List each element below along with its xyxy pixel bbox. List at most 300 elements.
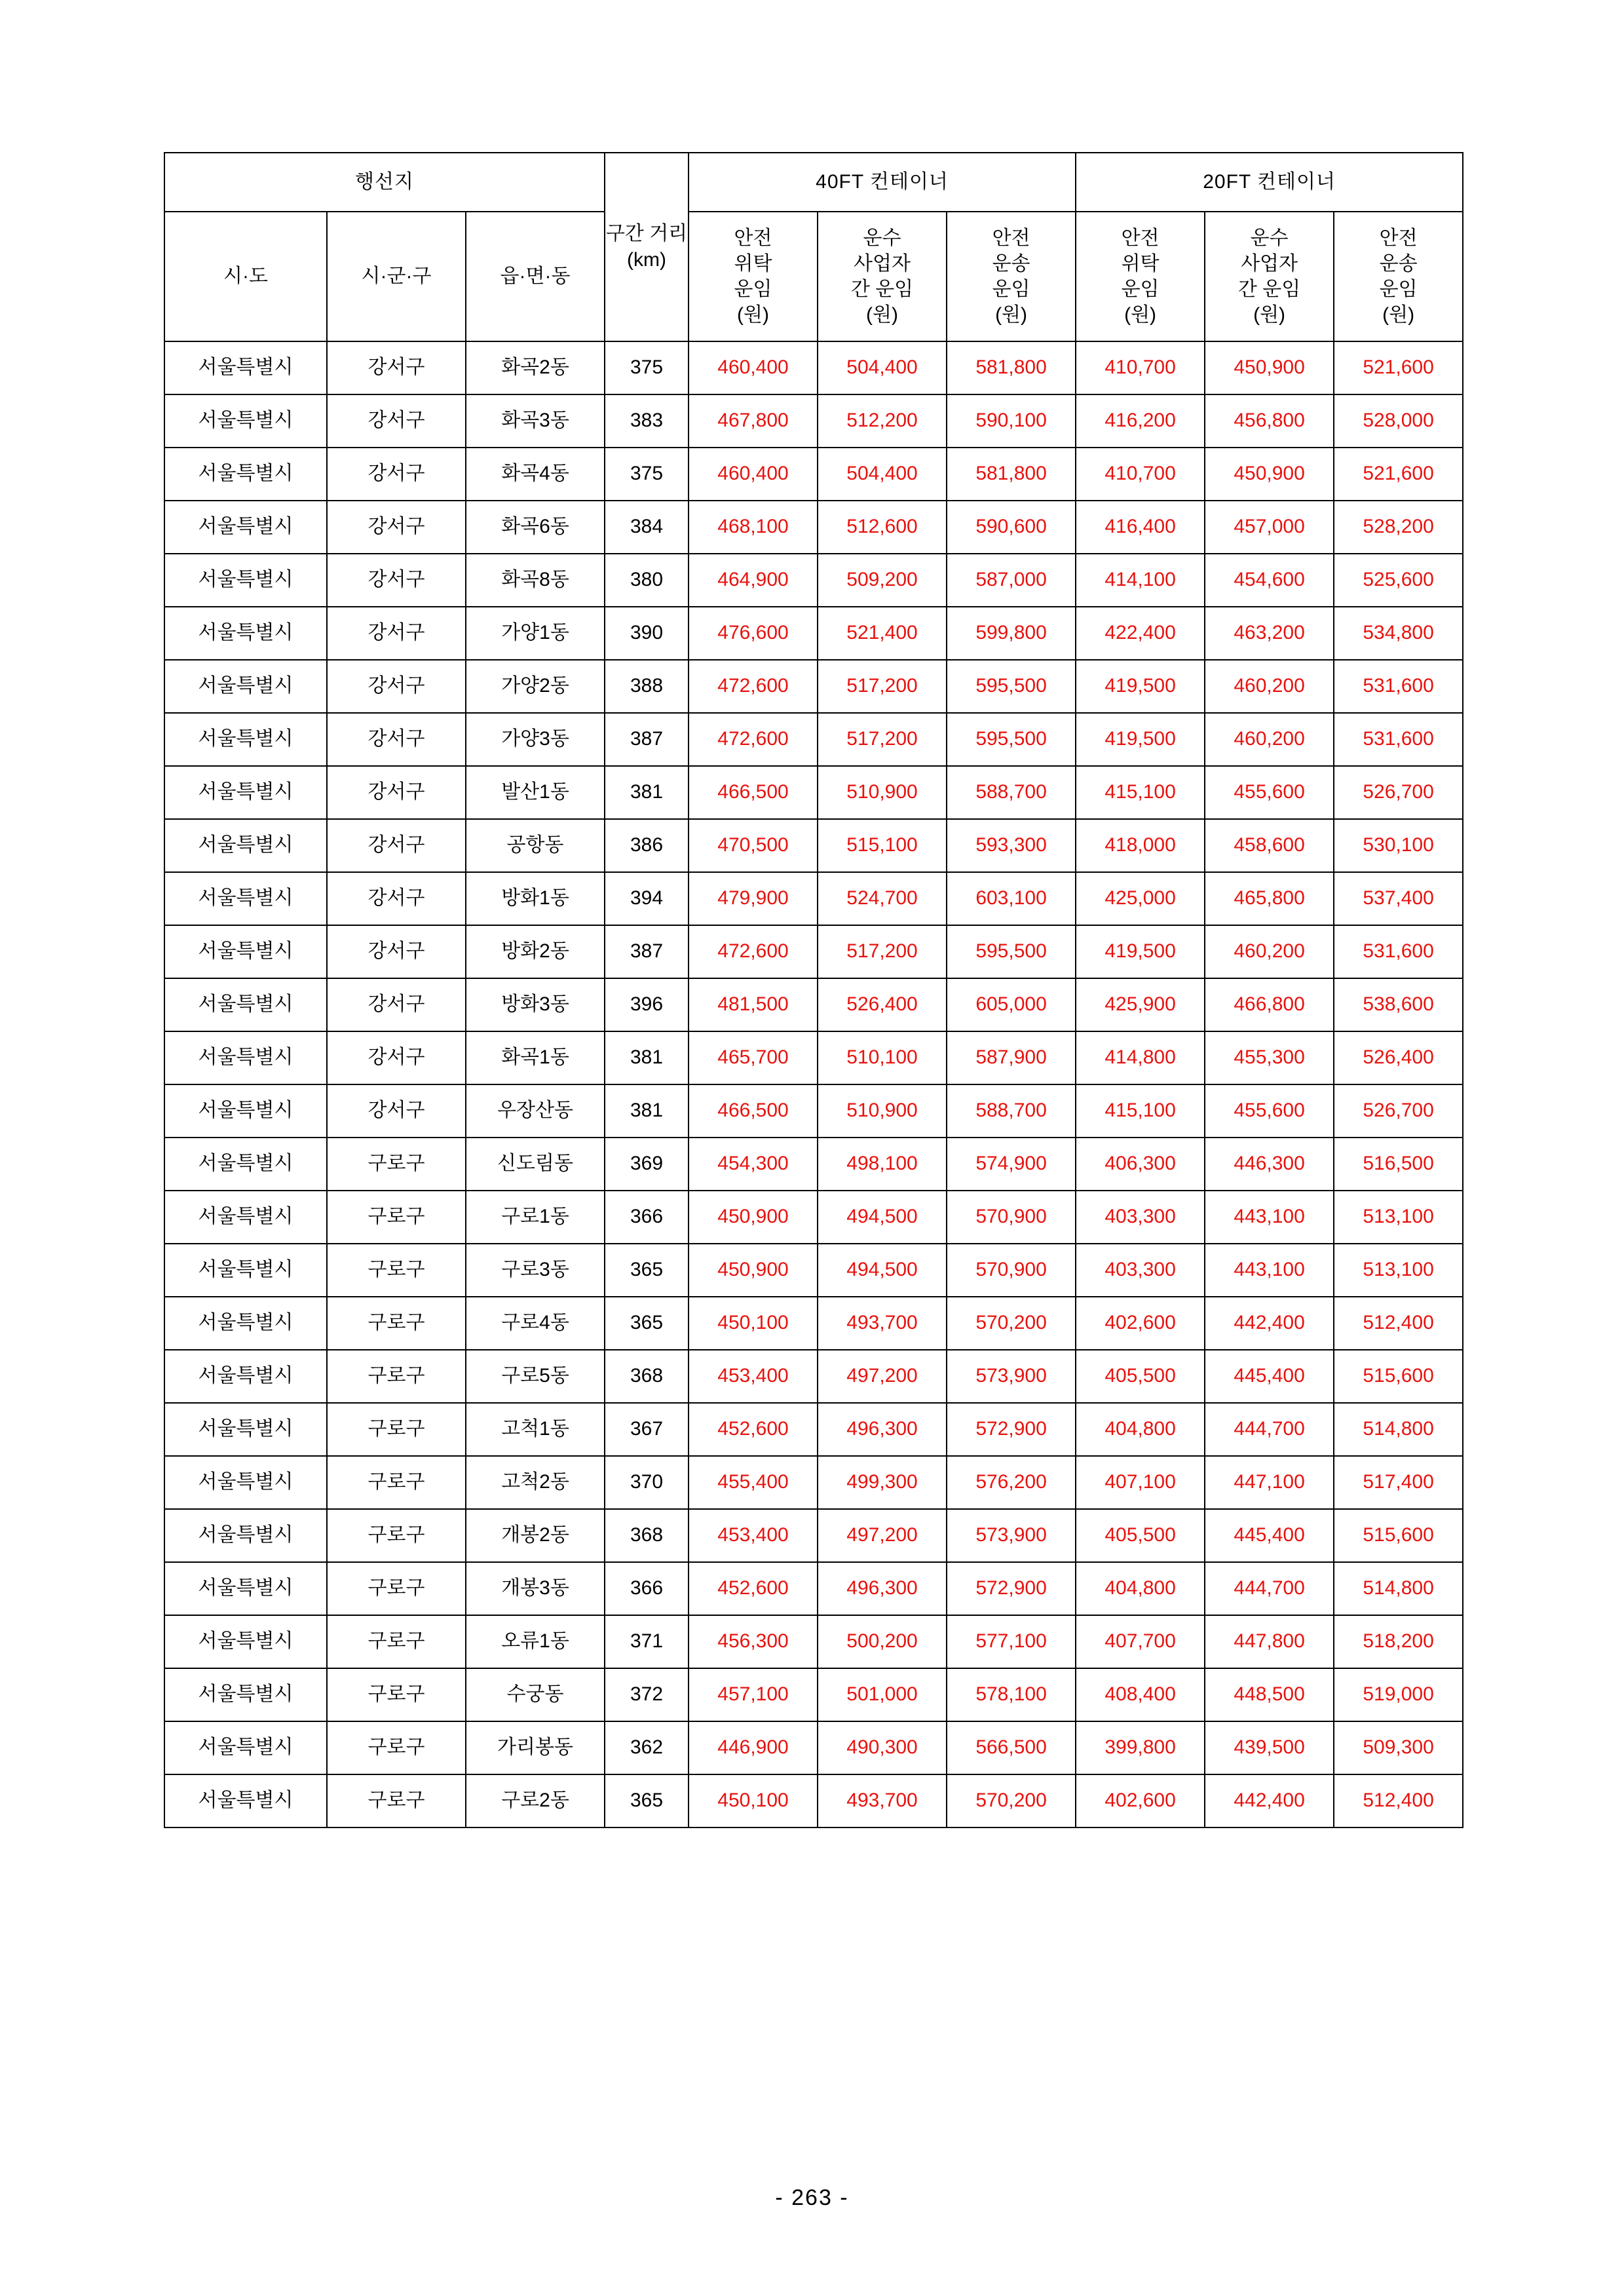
cell-40ft-safe-transport: 595,500 (947, 713, 1076, 766)
cell-sido: 서울특별시 (164, 1562, 327, 1615)
cell-eupmyeondong: 방화3동 (466, 978, 605, 1031)
cell-20ft-safe-consign: 404,800 (1076, 1403, 1205, 1456)
cell-40ft-safe-consign: 450,100 (689, 1297, 818, 1350)
cell-distance: 387 (605, 925, 689, 978)
cell-distance: 366 (605, 1191, 689, 1244)
cell-40ft-safe-consign: 450,900 (689, 1244, 818, 1297)
cell-eupmyeondong: 화곡8동 (466, 554, 605, 607)
cell-20ft-between-business: 439,500 (1205, 1721, 1334, 1774)
cell-40ft-between-business: 501,000 (818, 1668, 947, 1721)
header-row-groups (164, 153, 1463, 212)
header-line: (원) (1124, 304, 1157, 326)
cell-20ft-between-business: 455,600 (1205, 766, 1334, 819)
cell-20ft-between-business: 444,700 (1205, 1403, 1334, 1456)
cell-distance: 368 (605, 1509, 689, 1562)
cell-distance: 365 (605, 1297, 689, 1350)
cell-distance: 367 (605, 1403, 689, 1456)
cell-40ft-safe-transport: 573,900 (947, 1350, 1076, 1403)
cell-40ft-safe-consign: 456,300 (689, 1615, 818, 1668)
cell-sido: 서울특별시 (164, 819, 327, 872)
cell-40ft-safe-consign: 467,800 (689, 394, 818, 448)
table-row (164, 341, 1463, 394)
cell-40ft-safe-transport: 577,100 (947, 1615, 1076, 1668)
cell-40ft-safe-transport: 587,000 (947, 554, 1076, 607)
cell-sido: 서울특별시 (164, 341, 327, 394)
cell-distance: 390 (605, 607, 689, 660)
cell-40ft-safe-transport: 587,900 (947, 1031, 1076, 1084)
cell-sigungu: 구로구 (327, 1191, 466, 1244)
cell-eupmyeondong: 고척1동 (466, 1403, 605, 1456)
header-line: 운임 (1379, 278, 1418, 300)
cell-20ft-safe-transport: 526,400 (1334, 1031, 1463, 1084)
header-20ft-safe-transport-fee (1334, 212, 1463, 341)
cell-distance: 370 (605, 1456, 689, 1509)
table-row (164, 1668, 1463, 1721)
cell-distance: 375 (605, 341, 689, 394)
cell-20ft-between-business: 460,200 (1205, 660, 1334, 713)
header-eupmyeondong: 읍·면·동 (466, 212, 605, 341)
header-line: (원) (1253, 304, 1286, 326)
cell-40ft-safe-transport: 605,000 (947, 978, 1076, 1031)
table-row (164, 1456, 1463, 1509)
cell-20ft-safe-consign: 405,500 (1076, 1509, 1205, 1562)
cell-20ft-safe-transport: 512,400 (1334, 1297, 1463, 1350)
table-row (164, 554, 1463, 607)
header-line: 운임 (992, 278, 1030, 300)
cell-distance: 386 (605, 819, 689, 872)
header-line: 안전 (1379, 227, 1418, 249)
cell-40ft-safe-consign: 472,600 (689, 660, 818, 713)
cell-40ft-safe-consign: 446,900 (689, 1721, 818, 1774)
cell-distance: 384 (605, 501, 689, 554)
cell-sigungu: 구로구 (327, 1138, 466, 1191)
cell-20ft-safe-consign: 406,300 (1076, 1138, 1205, 1191)
cell-sigungu: 구로구 (327, 1509, 466, 1562)
cell-20ft-safe-transport: 526,700 (1334, 766, 1463, 819)
cell-sigungu: 강서구 (327, 501, 466, 554)
cell-40ft-between-business: 517,200 (818, 925, 947, 978)
cell-40ft-safe-transport: 576,200 (947, 1456, 1076, 1509)
cell-20ft-between-business: 456,800 (1205, 394, 1334, 448)
cell-40ft-between-business: 524,700 (818, 872, 947, 925)
cell-40ft-between-business: 496,300 (818, 1562, 947, 1615)
cell-20ft-between-business: 466,800 (1205, 978, 1334, 1031)
cell-40ft-safe-transport: 574,900 (947, 1138, 1076, 1191)
cell-sigungu: 구로구 (327, 1615, 466, 1668)
table-row (164, 660, 1463, 713)
cell-40ft-safe-consign: 464,900 (689, 554, 818, 607)
table-row (164, 713, 1463, 766)
cell-40ft-safe-consign: 466,500 (689, 766, 818, 819)
cell-20ft-between-business: 455,600 (1205, 1084, 1334, 1138)
table-row (164, 501, 1463, 554)
cell-sigungu: 강서구 (327, 554, 466, 607)
cell-sigungu: 강서구 (327, 607, 466, 660)
cell-eupmyeondong: 구로5동 (466, 1350, 605, 1403)
header-line: 운송 (1379, 253, 1418, 275)
cell-sido: 서울특별시 (164, 660, 327, 713)
cell-40ft-safe-consign: 452,600 (689, 1403, 818, 1456)
cell-40ft-safe-transport: 595,500 (947, 660, 1076, 713)
header-distance-line1: 구간 (605, 222, 644, 244)
cell-20ft-safe-transport: 526,700 (1334, 1084, 1463, 1138)
header-destination-group: 행선지 (164, 153, 605, 212)
cell-20ft-safe-consign: 418,000 (1076, 819, 1205, 872)
cell-40ft-between-business: 521,400 (818, 607, 947, 660)
cell-40ft-safe-transport: 588,700 (947, 766, 1076, 819)
cell-40ft-safe-transport: 603,100 (947, 872, 1076, 925)
cell-20ft-safe-consign: 419,500 (1076, 660, 1205, 713)
cell-20ft-safe-transport: 528,200 (1334, 501, 1463, 554)
cell-distance: 387 (605, 713, 689, 766)
table-row (164, 1350, 1463, 1403)
cell-distance: 366 (605, 1562, 689, 1615)
cell-20ft-between-business: 463,200 (1205, 607, 1334, 660)
cell-20ft-safe-consign: 425,000 (1076, 872, 1205, 925)
cell-20ft-safe-consign: 414,800 (1076, 1031, 1205, 1084)
cell-40ft-safe-consign: 454,300 (689, 1138, 818, 1191)
cell-40ft-safe-transport: 570,900 (947, 1191, 1076, 1244)
cell-eupmyeondong: 가양1동 (466, 607, 605, 660)
header-line: 위탁 (1121, 253, 1160, 275)
cell-20ft-between-business: 447,800 (1205, 1615, 1334, 1668)
cell-20ft-safe-transport: 518,200 (1334, 1615, 1463, 1668)
cell-40ft-safe-consign: 450,900 (689, 1191, 818, 1244)
cell-20ft-safe-transport: 538,600 (1334, 978, 1463, 1031)
cell-20ft-safe-consign: 419,500 (1076, 713, 1205, 766)
header-20ft-between-business-fee (1205, 212, 1334, 341)
cell-eupmyeondong: 수궁동 (466, 1668, 605, 1721)
cell-40ft-safe-transport: 573,900 (947, 1509, 1076, 1562)
cell-20ft-safe-transport: 534,800 (1334, 607, 1463, 660)
cell-sigungu: 강서구 (327, 341, 466, 394)
cell-40ft-between-business: 512,200 (818, 394, 947, 448)
cell-40ft-safe-transport: 566,500 (947, 1721, 1076, 1774)
cell-20ft-between-business: 465,800 (1205, 872, 1334, 925)
table-row (164, 925, 1463, 978)
cell-20ft-safe-consign: 425,900 (1076, 978, 1205, 1031)
cell-40ft-between-business: 493,700 (818, 1774, 947, 1827)
cell-eupmyeondong: 방화1동 (466, 872, 605, 925)
cell-sido: 서울특별시 (164, 925, 327, 978)
cell-40ft-between-business: 497,200 (818, 1350, 947, 1403)
cell-sido: 서울특별시 (164, 1297, 327, 1350)
cell-40ft-between-business: 510,900 (818, 766, 947, 819)
cell-sigungu: 강서구 (327, 872, 466, 925)
cell-20ft-safe-consign: 410,700 (1076, 448, 1205, 501)
cell-20ft-safe-consign: 403,300 (1076, 1191, 1205, 1244)
cell-20ft-safe-consign: 422,400 (1076, 607, 1205, 660)
cell-20ft-between-business: 445,400 (1205, 1350, 1334, 1403)
cell-eupmyeondong: 개봉2동 (466, 1509, 605, 1562)
cell-sido: 서울특별시 (164, 713, 327, 766)
header-40ft-safe-consign-fee (689, 212, 818, 341)
cell-40ft-safe-consign: 476,600 (689, 607, 818, 660)
cell-20ft-safe-consign: 407,700 (1076, 1615, 1205, 1668)
cell-sido: 서울특별시 (164, 1721, 327, 1774)
cell-distance: 375 (605, 448, 689, 501)
cell-20ft-safe-transport: 517,400 (1334, 1456, 1463, 1509)
cell-40ft-between-business: 494,500 (818, 1244, 947, 1297)
cell-40ft-safe-consign: 450,100 (689, 1774, 818, 1827)
cell-20ft-safe-consign: 419,500 (1076, 925, 1205, 978)
cell-20ft-between-business: 460,200 (1205, 713, 1334, 766)
cell-distance: 388 (605, 660, 689, 713)
cell-sigungu: 강서구 (327, 660, 466, 713)
table-row (164, 1403, 1463, 1456)
cell-40ft-safe-transport: 578,100 (947, 1668, 1076, 1721)
header-sido: 시·도 (164, 212, 327, 341)
cell-40ft-safe-consign: 465,700 (689, 1031, 818, 1084)
cell-20ft-safe-transport: 528,000 (1334, 394, 1463, 448)
cell-eupmyeondong: 구로4동 (466, 1297, 605, 1350)
cell-40ft-safe-consign: 460,400 (689, 448, 818, 501)
cell-20ft-safe-consign: 416,400 (1076, 501, 1205, 554)
cell-distance: 365 (605, 1774, 689, 1827)
cell-sido: 서울특별시 (164, 1456, 327, 1509)
cell-20ft-between-business: 443,100 (1205, 1191, 1334, 1244)
cell-40ft-safe-transport: 572,900 (947, 1403, 1076, 1456)
cell-eupmyeondong: 우장산동 (466, 1084, 605, 1138)
table-row (164, 607, 1463, 660)
table-header (164, 153, 1463, 341)
cell-distance: 381 (605, 766, 689, 819)
cell-40ft-safe-consign: 453,400 (689, 1350, 818, 1403)
cell-distance: 369 (605, 1138, 689, 1191)
cell-20ft-safe-consign: 399,800 (1076, 1721, 1205, 1774)
cell-40ft-between-business: 512,600 (818, 501, 947, 554)
cell-40ft-safe-transport: 595,500 (947, 925, 1076, 978)
cell-distance: 381 (605, 1031, 689, 1084)
cell-40ft-between-business: 496,300 (818, 1403, 947, 1456)
header-line: 안전 (992, 227, 1030, 249)
cell-20ft-safe-transport: 519,000 (1334, 1668, 1463, 1721)
header-20ft-safe-consign-fee (1076, 212, 1205, 341)
cell-40ft-between-business: 493,700 (818, 1297, 947, 1350)
cell-sido: 서울특별시 (164, 448, 327, 501)
header-row-subcolumns (164, 212, 1463, 341)
header-line: (원) (737, 304, 770, 326)
cell-sido: 서울특별시 (164, 1774, 327, 1827)
cell-sido: 서울특별시 (164, 1031, 327, 1084)
cell-sido: 서울특별시 (164, 872, 327, 925)
header-sigungu: 시·군·구 (327, 212, 466, 341)
cell-distance: 371 (605, 1615, 689, 1668)
cell-distance: 381 (605, 1084, 689, 1138)
cell-20ft-between-business: 457,000 (1205, 501, 1334, 554)
cell-20ft-safe-transport: 514,800 (1334, 1403, 1463, 1456)
cell-eupmyeondong: 구로3동 (466, 1244, 605, 1297)
cell-sido: 서울특별시 (164, 394, 327, 448)
cell-20ft-safe-transport: 509,300 (1334, 1721, 1463, 1774)
cell-40ft-between-business: 497,200 (818, 1509, 947, 1562)
cell-eupmyeondong: 화곡2동 (466, 341, 605, 394)
cell-20ft-safe-transport: 514,800 (1334, 1562, 1463, 1615)
table-row (164, 1191, 1463, 1244)
cell-distance: 368 (605, 1350, 689, 1403)
cell-20ft-safe-consign: 415,100 (1076, 766, 1205, 819)
cell-eupmyeondong: 공항동 (466, 819, 605, 872)
cell-20ft-between-business: 448,500 (1205, 1668, 1334, 1721)
cell-distance: 383 (605, 394, 689, 448)
cell-sigungu: 구로구 (327, 1297, 466, 1350)
cell-20ft-between-business: 450,900 (1205, 448, 1334, 501)
table-row (164, 1562, 1463, 1615)
cell-sigungu: 강서구 (327, 1031, 466, 1084)
table-row (164, 394, 1463, 448)
cell-20ft-safe-consign: 415,100 (1076, 1084, 1205, 1138)
cell-40ft-safe-consign: 466,500 (689, 1084, 818, 1138)
header-line: 사업자 (854, 253, 911, 275)
cell-20ft-safe-consign: 410,700 (1076, 341, 1205, 394)
cell-sido: 서울특별시 (164, 607, 327, 660)
cell-20ft-safe-transport: 516,500 (1334, 1138, 1463, 1191)
header-line: 운임 (734, 278, 772, 300)
cell-sido: 서울특별시 (164, 1244, 327, 1297)
table-row (164, 1721, 1463, 1774)
cell-sido: 서울특별시 (164, 1509, 327, 1562)
cell-20ft-safe-transport: 513,100 (1334, 1244, 1463, 1297)
cell-40ft-between-business: 490,300 (818, 1721, 947, 1774)
cell-40ft-safe-transport: 570,200 (947, 1297, 1076, 1350)
cell-40ft-safe-transport: 590,100 (947, 394, 1076, 448)
header-container-20ft: 20FT 컨테이너 (1076, 153, 1463, 212)
cell-sigungu: 구로구 (327, 1403, 466, 1456)
cell-20ft-between-business: 447,100 (1205, 1456, 1334, 1509)
cell-40ft-between-business: 510,900 (818, 1084, 947, 1138)
cell-distance: 365 (605, 1244, 689, 1297)
cell-20ft-safe-consign: 405,500 (1076, 1350, 1205, 1403)
cell-40ft-safe-consign: 460,400 (689, 341, 818, 394)
cell-eupmyeondong: 개봉3동 (466, 1562, 605, 1615)
header-distance-line3: (km) (627, 249, 667, 271)
header-line: 운수 (863, 227, 901, 249)
cell-40ft-between-business: 526,400 (818, 978, 947, 1031)
cell-20ft-safe-transport: 521,600 (1334, 341, 1463, 394)
cell-40ft-safe-transport: 581,800 (947, 341, 1076, 394)
cell-sido: 서울특별시 (164, 1668, 327, 1721)
cell-sigungu: 구로구 (327, 1774, 466, 1827)
cell-40ft-between-business: 498,100 (818, 1138, 947, 1191)
cell-eupmyeondong: 발산1동 (466, 766, 605, 819)
table-row (164, 1031, 1463, 1084)
cell-eupmyeondong: 오류1동 (466, 1615, 605, 1668)
cell-40ft-safe-consign: 457,100 (689, 1668, 818, 1721)
cell-20ft-between-business: 443,100 (1205, 1244, 1334, 1297)
cell-sido: 서울특별시 (164, 501, 327, 554)
cell-40ft-safe-transport: 590,600 (947, 501, 1076, 554)
cell-20ft-safe-transport: 537,400 (1334, 872, 1463, 925)
cell-20ft-between-business: 442,400 (1205, 1774, 1334, 1827)
cell-20ft-safe-consign: 403,300 (1076, 1244, 1205, 1297)
cell-eupmyeondong: 화곡1동 (466, 1031, 605, 1084)
cell-eupmyeondong: 가양3동 (466, 713, 605, 766)
cell-40ft-safe-consign: 455,400 (689, 1456, 818, 1509)
cell-sido: 서울특별시 (164, 766, 327, 819)
header-40ft-between-business-fee (818, 212, 947, 341)
header-line: (원) (995, 304, 1028, 326)
cell-20ft-between-business: 455,300 (1205, 1031, 1334, 1084)
cell-20ft-between-business: 446,300 (1205, 1138, 1334, 1191)
cell-20ft-safe-transport: 525,600 (1334, 554, 1463, 607)
cell-sido: 서울특별시 (164, 1615, 327, 1668)
header-line: 운수 (1250, 227, 1289, 249)
cell-eupmyeondong: 신도림동 (466, 1138, 605, 1191)
cell-40ft-safe-consign: 479,900 (689, 872, 818, 925)
cell-sigungu: 강서구 (327, 448, 466, 501)
cell-distance: 394 (605, 872, 689, 925)
cell-40ft-safe-transport: 570,900 (947, 1244, 1076, 1297)
cell-20ft-safe-consign: 414,100 (1076, 554, 1205, 607)
page-number: - 263 - (775, 2185, 849, 2210)
header-line: (원) (1382, 304, 1415, 326)
cell-20ft-between-business: 444,700 (1205, 1562, 1334, 1615)
table-row (164, 448, 1463, 501)
cell-20ft-safe-transport: 513,100 (1334, 1191, 1463, 1244)
cell-40ft-between-business: 517,200 (818, 660, 947, 713)
cell-20ft-safe-transport: 515,600 (1334, 1350, 1463, 1403)
table-row (164, 1244, 1463, 1297)
cell-20ft-safe-transport: 512,400 (1334, 1774, 1463, 1827)
table-row (164, 1615, 1463, 1668)
cell-20ft-safe-consign: 407,100 (1076, 1456, 1205, 1509)
cell-40ft-safe-consign: 453,400 (689, 1509, 818, 1562)
cell-sigungu: 구로구 (327, 1668, 466, 1721)
cell-20ft-between-business: 460,200 (1205, 925, 1334, 978)
cell-eupmyeondong: 화곡6동 (466, 501, 605, 554)
cell-40ft-safe-consign: 470,500 (689, 819, 818, 872)
cell-40ft-safe-consign: 468,100 (689, 501, 818, 554)
cell-20ft-safe-transport: 531,600 (1334, 660, 1463, 713)
cell-sido: 서울특별시 (164, 1191, 327, 1244)
header-line: 간 운임 (850, 278, 914, 300)
header-line: 운송 (992, 253, 1030, 275)
header-line: 간 운임 (1237, 278, 1301, 300)
cell-sigungu: 구로구 (327, 1721, 466, 1774)
cell-20ft-between-business: 454,600 (1205, 554, 1334, 607)
header-line: 운임 (1121, 278, 1160, 300)
cell-sido: 서울특별시 (164, 1138, 327, 1191)
table-row (164, 1297, 1463, 1350)
cell-sigungu: 강서구 (327, 925, 466, 978)
cell-40ft-safe-transport: 581,800 (947, 448, 1076, 501)
cell-20ft-safe-transport: 521,600 (1334, 448, 1463, 501)
table-row (164, 1774, 1463, 1827)
cell-20ft-between-business: 445,400 (1205, 1509, 1334, 1562)
cell-40ft-between-business: 500,200 (818, 1615, 947, 1668)
cell-40ft-safe-transport: 593,300 (947, 819, 1076, 872)
cell-sigungu: 구로구 (327, 1562, 466, 1615)
cell-sido: 서울특별시 (164, 1350, 327, 1403)
cell-sido: 서울특별시 (164, 554, 327, 607)
cell-sigungu: 강서구 (327, 1084, 466, 1138)
table-row (164, 1138, 1463, 1191)
header-40ft-safe-transport-fee (947, 212, 1076, 341)
cell-40ft-between-business: 510,100 (818, 1031, 947, 1084)
cell-20ft-safe-consign: 402,600 (1076, 1297, 1205, 1350)
cell-40ft-between-business: 509,200 (818, 554, 947, 607)
cell-40ft-safe-consign: 481,500 (689, 978, 818, 1031)
cell-20ft-safe-transport: 531,600 (1334, 925, 1463, 978)
header-line: (원) (866, 304, 899, 326)
cell-eupmyeondong: 가양2동 (466, 660, 605, 713)
header-line: 위탁 (734, 253, 772, 275)
cell-20ft-safe-consign: 408,400 (1076, 1668, 1205, 1721)
cell-sido: 서울특별시 (164, 1084, 327, 1138)
cell-40ft-safe-consign: 472,600 (689, 713, 818, 766)
cell-sigungu: 구로구 (327, 1456, 466, 1509)
header-container-40ft: 40FT 컨테이너 (689, 153, 1076, 212)
